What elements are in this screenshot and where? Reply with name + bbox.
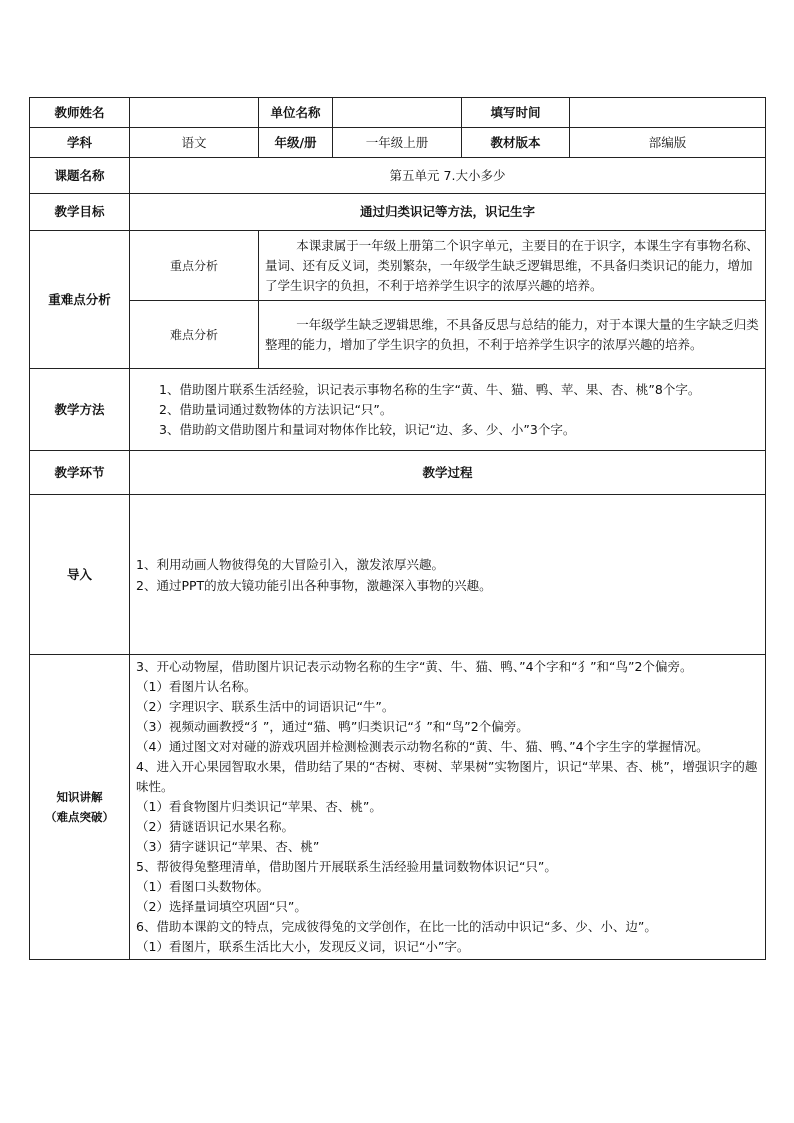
info-row: [30, 128, 766, 158]
hard-analysis-row: [30, 301, 766, 369]
methods-item: 1、借助图片联系生活经验，识记表示事物名称的生字“黄、牛、猫、鸭、苹、果、杏、桃”8个字。: [159, 381, 701, 397]
knowledge-list: [130, 655, 766, 960]
lesson-title-row: [30, 158, 766, 194]
goal-label: 教学目标: [30, 194, 130, 231]
intro-item: 1、利用动画人物彼得兔的大冒险引入，激发浓厚兴趣。: [136, 556, 444, 572]
intro-list: [130, 495, 766, 655]
knowledge-label-cell: [30, 655, 130, 960]
subject-label: 学科: [30, 128, 130, 158]
teacher-value: [130, 98, 259, 128]
knowledge-item: （4）通过图文对对碰的游戏巩固并检测检测表示动物名称的“黄、牛、猫、鸭、”4个字生字的掌握情况。: [136, 739, 709, 754]
methods-item: 2、借助量词通过数物体的方法识记“只”。: [159, 401, 393, 417]
goal-value: 通过归类识记等方法，识记生字: [130, 194, 766, 231]
lesson-plan-table: [29, 97, 766, 960]
methods-list: [130, 369, 766, 451]
grade-value: 一年级上册: [333, 128, 462, 158]
knowledge-item: （2）选择量词填空巩固“只”。: [136, 899, 307, 914]
goal-row: [30, 194, 766, 231]
process-label: 教学过程: [130, 451, 766, 495]
date-value: [570, 98, 766, 128]
knowledge-item: （3）视频动画教授“犭”，通过“猫、鸭”归类识记“犭”和“鸟”2个偏旁。: [136, 719, 529, 734]
intro-row: [30, 495, 766, 655]
knowledge-item: 4、进入开心果园智取水果，借助结了果的“杏树、枣树、苹果树”实物图片，识记“苹果、杏、桃”，增强识字的趣味性。: [136, 759, 758, 794]
key-analysis-row: [30, 231, 766, 301]
knowledge-item: （1）看图片，联系生活比大小，发现反义词，识记“小”字。: [136, 939, 470, 954]
key-analysis-label: 重点分析: [130, 231, 259, 301]
knowledge-item: （3）猜字谜识记“苹果、杏、桃”: [136, 839, 320, 854]
intro-label: 导入: [30, 495, 130, 655]
subject-value: 语文: [130, 128, 259, 158]
methods-row: [30, 369, 766, 451]
knowledge-item: 3、开心动物屋，借助图片识记表示动物名称的生字“黄、牛、猫、鸭、”4个字和“犭”和“鸟”2个偏旁。: [136, 659, 693, 674]
knowledge-item: （1）看图口头数物体。: [136, 879, 269, 894]
hard-analysis-text: 一年级学生缺乏逻辑思维，不具备反思与总结的能力，对于本课大量的生字缺乏归类整理的能力，增加了学生识字的负担，不利于培养学生识字的浓厚兴趣的培养。: [259, 301, 766, 369]
edition-label: 教材版本: [462, 128, 570, 158]
knowledge-item: 6、借助本课韵文的特点，完成彼得兔的文学创作，在比一比的活动中识记“多、少、小、边”。: [136, 919, 657, 934]
date-label: 填写时间: [462, 98, 570, 128]
methods-item: 3、借助韵文借助图片和量词对物体作比较，识记“边、多、少、小”3个字。: [159, 421, 576, 437]
edition-value: 部编版: [570, 128, 766, 158]
knowledge-sublabel: （难点突破）: [45, 810, 114, 824]
process-header-row: [30, 451, 766, 495]
unit-label: 单位名称: [259, 98, 333, 128]
hard-analysis-label: 难点分析: [130, 301, 259, 369]
knowledge-item: （2）猜谜语识记水果名称。: [136, 819, 294, 834]
analysis-label: 重难点分析: [30, 231, 130, 369]
unit-value: [333, 98, 462, 128]
intro-item: 2、通过PPT的放大镜功能引出各种事物，激趣深入事物的兴趣。: [136, 577, 492, 593]
methods-label: 教学方法: [30, 369, 130, 451]
knowledge-item: （2）字理识字、联系生活中的词语识记“牛”。: [136, 699, 395, 714]
lesson-title-value: 第五单元 7.大小多少: [130, 158, 766, 194]
knowledge-row: [30, 655, 766, 960]
knowledge-item: （1）看图片认名称。: [136, 679, 257, 694]
teacher-label: 教师姓名: [30, 98, 130, 128]
knowledge-label: 知识讲解: [56, 790, 103, 804]
grade-label: 年级/册: [259, 128, 333, 158]
knowledge-item: 5、帮彼得兔整理清单，借助图片开展联系生活经验用量词数物体识记“只”。: [136, 859, 557, 874]
lesson-title-label: 课题名称: [30, 158, 130, 194]
knowledge-item: （1）看食物图片归类识记“苹果、杏、桃”。: [136, 799, 382, 814]
key-analysis-text: 本课隶属于一年级上册第二个识字单元，主要目的在于识字，本课生字有事物名称、量词、还有反义词，类别繁杂，一年级学生缺乏逻辑思维，不具备归类识记的能力，增加了学生识字的负担，不利于培养学生识字的浓厚兴趣的培养。: [259, 231, 766, 301]
stage-label: 教学环节: [30, 451, 130, 495]
header-row: [30, 98, 766, 128]
